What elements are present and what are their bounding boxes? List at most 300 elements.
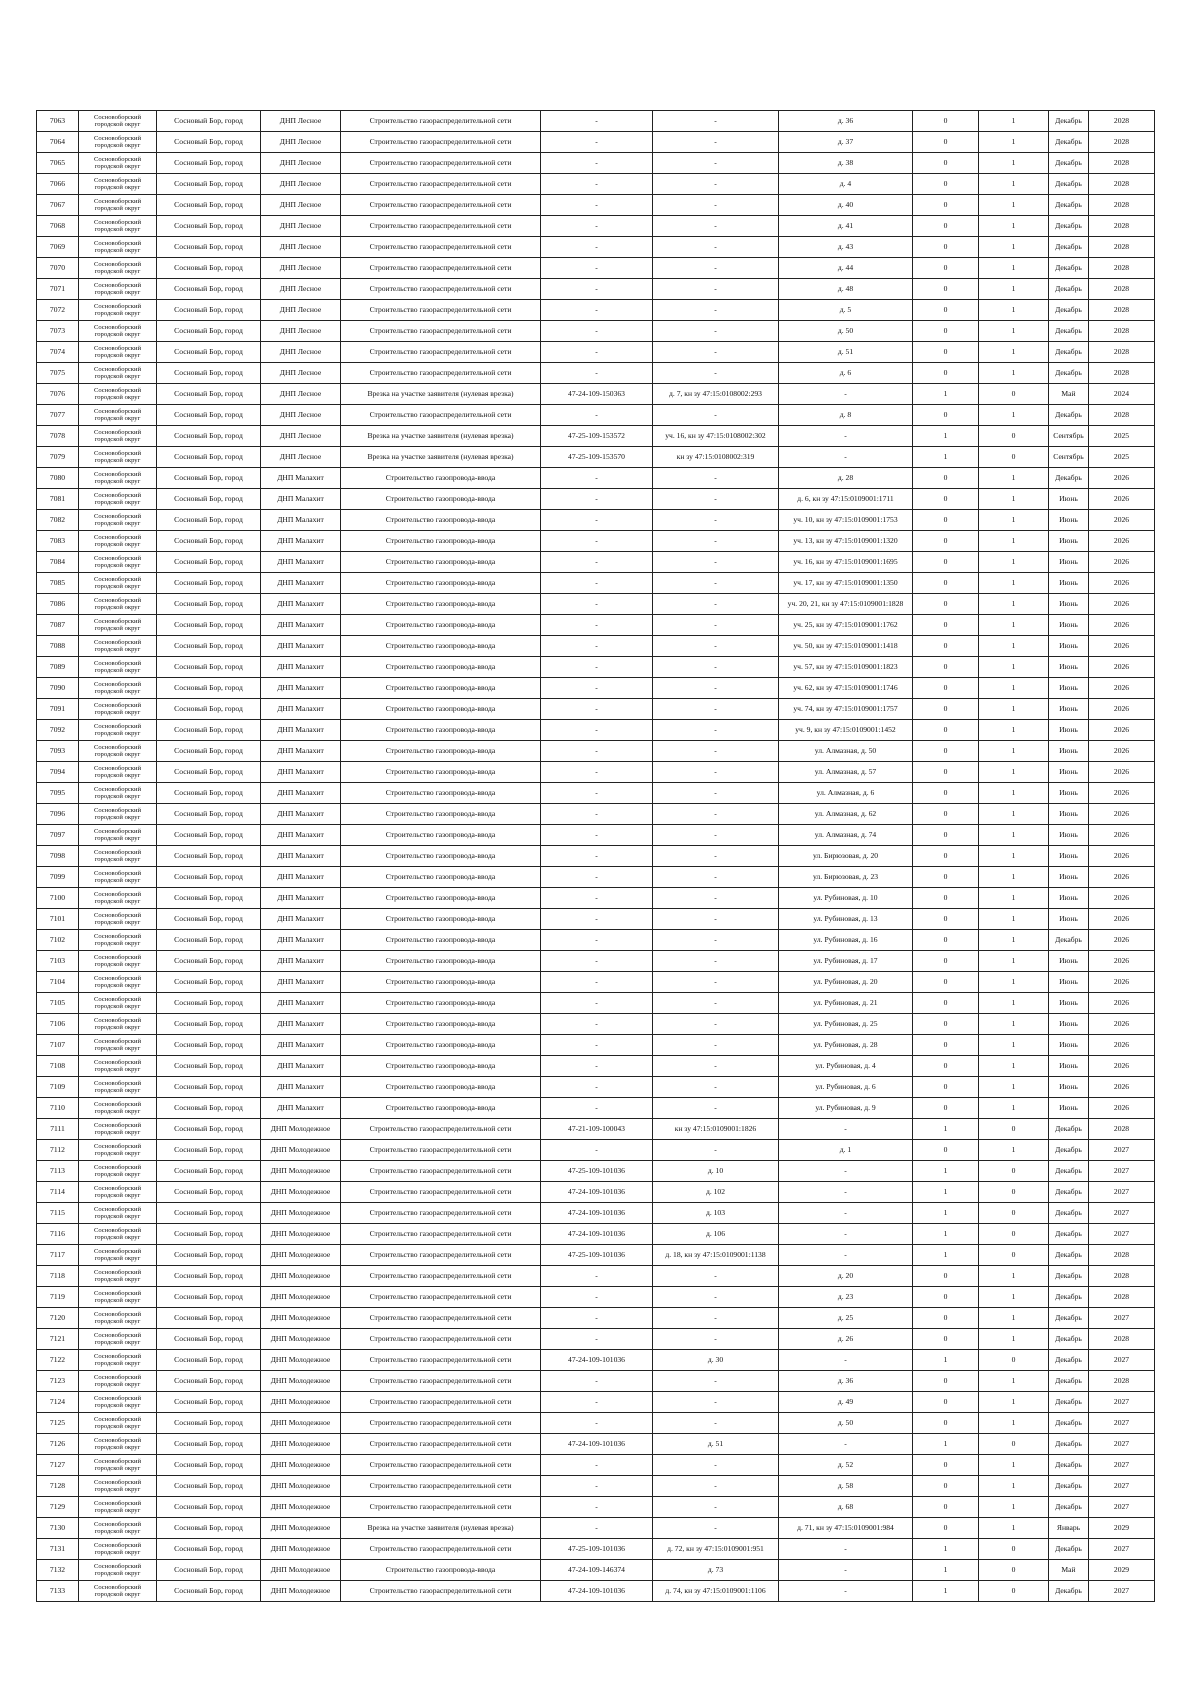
count-b-cell: 0: [979, 1350, 1049, 1371]
month-cell: Декабрь: [1049, 1140, 1089, 1161]
count-a-cell: 0: [913, 657, 979, 678]
year-cell: 2027: [1089, 1308, 1155, 1329]
count-a-cell: 0: [913, 615, 979, 636]
table-row: [37, 1476, 1155, 1497]
locality-cell: ДНП Молодежное: [261, 1539, 341, 1560]
month-cell: Июнь: [1049, 699, 1089, 720]
year-cell: 2026: [1089, 930, 1155, 951]
address-cell: д. 43: [779, 237, 913, 258]
locality-cell: ДНП Молодежное: [261, 1287, 341, 1308]
year-cell: 2028: [1089, 237, 1155, 258]
row-number-cell: 7133: [37, 1581, 79, 1602]
row-number-cell: 7069: [37, 237, 79, 258]
year-cell: 2026: [1089, 804, 1155, 825]
count-b-cell: 1: [979, 279, 1049, 300]
work-type-cell: Строительство газораспределительной сети: [341, 279, 541, 300]
count-a-cell: 0: [913, 132, 979, 153]
locality-cell: ДНП Лесное: [261, 363, 341, 384]
table-row: [37, 237, 1155, 258]
locality-cell: ДНП Малахит: [261, 762, 341, 783]
count-b-cell: 1: [979, 615, 1049, 636]
count-a-cell: 0: [913, 1476, 979, 1497]
municipality-cell: Сосновоборский городской округ: [79, 1014, 157, 1035]
table-row: [37, 426, 1155, 447]
table-row: [37, 1497, 1155, 1518]
row-number-cell: 7075: [37, 363, 79, 384]
cadastral-info-cell: -: [653, 1056, 779, 1077]
locality-cell: ДНП Малахит: [261, 531, 341, 552]
address-cell: -: [779, 426, 913, 447]
locality-cell: ДНП Лесное: [261, 132, 341, 153]
locality-cell: ДНП Лесное: [261, 384, 341, 405]
row-number-cell: 7090: [37, 678, 79, 699]
row-number-cell: 7102: [37, 930, 79, 951]
application-number-cell: -: [541, 1413, 653, 1434]
count-a-cell: 0: [913, 1056, 979, 1077]
locality-cell: ДНП Лесное: [261, 342, 341, 363]
month-cell: Декабрь: [1049, 279, 1089, 300]
municipality-cell: Сосновоборский городской округ: [79, 636, 157, 657]
work-type-cell: Строительство газопровода-ввода: [341, 1098, 541, 1119]
month-cell: Июнь: [1049, 888, 1089, 909]
count-b-cell: 0: [979, 1203, 1049, 1224]
settlement-cell: Сосновый Бор, город: [157, 132, 261, 153]
application-number-cell: -: [541, 909, 653, 930]
count-b-cell: 1: [979, 552, 1049, 573]
work-type-cell: Строительство газопровода-ввода: [341, 846, 541, 867]
month-cell: Декабрь: [1049, 468, 1089, 489]
settlement-cell: Сосновый Бор, город: [157, 468, 261, 489]
settlement-cell: Сосновый Бор, город: [157, 426, 261, 447]
application-number-cell: 47-24-109-150363: [541, 384, 653, 405]
locality-cell: ДНП Малахит: [261, 993, 341, 1014]
month-cell: Декабрь: [1049, 1182, 1089, 1203]
work-type-cell: Строительство газопровода-ввода: [341, 888, 541, 909]
work-type-cell: Строительство газораспределительной сети: [341, 405, 541, 426]
settlement-cell: Сосновый Бор, город: [157, 615, 261, 636]
cadastral-info-cell: д. 74, кн зу 47:15:0109001:1106: [653, 1581, 779, 1602]
table-row: [37, 951, 1155, 972]
cadastral-info-cell: -: [653, 657, 779, 678]
row-number-cell: 7084: [37, 552, 79, 573]
year-cell: 2028: [1089, 1245, 1155, 1266]
count-a-cell: 0: [913, 279, 979, 300]
address-cell: ул. Рубиновая, д. 6: [779, 1077, 913, 1098]
municipality-cell: Сосновоборский городской округ: [79, 804, 157, 825]
application-number-cell: -: [541, 174, 653, 195]
settlement-cell: Сосновый Бор, город: [157, 258, 261, 279]
application-number-cell: -: [541, 1476, 653, 1497]
count-a-cell: 1: [913, 447, 979, 468]
locality-cell: ДНП Молодежное: [261, 1413, 341, 1434]
month-cell: Декабрь: [1049, 174, 1089, 195]
year-cell: 2026: [1089, 972, 1155, 993]
work-type-cell: Строительство газораспределительной сети: [341, 342, 541, 363]
month-cell: Июнь: [1049, 993, 1089, 1014]
month-cell: Декабрь: [1049, 1581, 1089, 1602]
work-type-cell: Строительство газораспределительной сети: [341, 258, 541, 279]
application-number-cell: 47-25-109-153572: [541, 426, 653, 447]
address-cell: ул. Бирюзовая, д. 20: [779, 846, 913, 867]
municipality-cell: Сосновоборский городской округ: [79, 552, 157, 573]
settlement-cell: Сосновый Бор, город: [157, 783, 261, 804]
settlement-cell: Сосновый Бор, город: [157, 1434, 261, 1455]
row-number-cell: 7131: [37, 1539, 79, 1560]
count-a-cell: 0: [913, 300, 979, 321]
address-cell: д. 50: [779, 321, 913, 342]
table-row: [37, 678, 1155, 699]
work-type-cell: Строительство газораспределительной сети: [341, 1203, 541, 1224]
year-cell: 2028: [1089, 1266, 1155, 1287]
work-type-cell: Врезка на участке заявителя (нулевая врезка): [341, 1518, 541, 1539]
row-number-cell: 7086: [37, 594, 79, 615]
year-cell: 2028: [1089, 363, 1155, 384]
year-cell: 2026: [1089, 741, 1155, 762]
row-number-cell: 7127: [37, 1455, 79, 1476]
address-cell: -: [779, 1434, 913, 1455]
count-b-cell: 1: [979, 216, 1049, 237]
count-a-cell: 0: [913, 888, 979, 909]
table-row: [37, 1539, 1155, 1560]
count-b-cell: 0: [979, 1224, 1049, 1245]
municipality-cell: Сосновоборский городской округ: [79, 531, 157, 552]
year-cell: 2026: [1089, 489, 1155, 510]
application-number-cell: -: [541, 825, 653, 846]
work-type-cell: Строительство газораспределительной сети: [341, 111, 541, 132]
table-row: [37, 615, 1155, 636]
cadastral-info-cell: -: [653, 909, 779, 930]
locality-cell: ДНП Малахит: [261, 951, 341, 972]
count-a-cell: 0: [913, 321, 979, 342]
locality-cell: ДНП Малахит: [261, 468, 341, 489]
settlement-cell: Сосновый Бор, город: [157, 363, 261, 384]
month-cell: Декабрь: [1049, 258, 1089, 279]
table-row: [37, 1329, 1155, 1350]
count-b-cell: 1: [979, 762, 1049, 783]
settlement-cell: Сосновый Бор, город: [157, 1098, 261, 1119]
settlement-cell: Сосновый Бор, город: [157, 384, 261, 405]
month-cell: Декабрь: [1049, 153, 1089, 174]
count-a-cell: 0: [913, 531, 979, 552]
count-b-cell: 1: [979, 531, 1049, 552]
count-a-cell: 0: [913, 153, 979, 174]
municipality-cell: Сосновоборский городской округ: [79, 888, 157, 909]
count-b-cell: 0: [979, 1245, 1049, 1266]
cadastral-info-cell: д. 106: [653, 1224, 779, 1245]
month-cell: Декабрь: [1049, 1245, 1089, 1266]
address-cell: -: [779, 1350, 913, 1371]
locality-cell: ДНП Малахит: [261, 825, 341, 846]
municipality-cell: Сосновоборский городской округ: [79, 1203, 157, 1224]
table-row: [37, 1434, 1155, 1455]
municipality-cell: Сосновоборский городской округ: [79, 678, 157, 699]
application-number-cell: -: [541, 951, 653, 972]
month-cell: Июнь: [1049, 1035, 1089, 1056]
locality-cell: ДНП Малахит: [261, 1014, 341, 1035]
month-cell: Декабрь: [1049, 405, 1089, 426]
month-cell: Декабрь: [1049, 1476, 1089, 1497]
locality-cell: ДНП Лесное: [261, 447, 341, 468]
row-number-cell: 7129: [37, 1497, 79, 1518]
year-cell: 2026: [1089, 825, 1155, 846]
municipality-cell: Сосновоборский городской округ: [79, 1539, 157, 1560]
table-row: [37, 1518, 1155, 1539]
month-cell: Июнь: [1049, 762, 1089, 783]
count-a-cell: 0: [913, 405, 979, 426]
table-row: [37, 741, 1155, 762]
count-b-cell: 1: [979, 699, 1049, 720]
municipality-cell: Сосновоборский городской округ: [79, 1161, 157, 1182]
count-a-cell: 1: [913, 1224, 979, 1245]
address-cell: -: [779, 1560, 913, 1581]
count-b-cell: 1: [979, 111, 1049, 132]
row-number-cell: 7108: [37, 1056, 79, 1077]
cadastral-info-cell: -: [653, 174, 779, 195]
cadastral-info-cell: д. 10: [653, 1161, 779, 1182]
count-a-cell: 0: [913, 1035, 979, 1056]
cadastral-info-cell: д. 51: [653, 1434, 779, 1455]
municipality-cell: Сосновоборский городской округ: [79, 846, 157, 867]
application-number-cell: -: [541, 573, 653, 594]
month-cell: Декабрь: [1049, 1329, 1089, 1350]
settlement-cell: Сосновый Бор, город: [157, 1560, 261, 1581]
work-type-cell: Строительство газопровода-ввода: [341, 1014, 541, 1035]
count-b-cell: 1: [979, 1266, 1049, 1287]
application-number-cell: -: [541, 1077, 653, 1098]
application-number-cell: 47-25-109-153570: [541, 447, 653, 468]
year-cell: 2029: [1089, 1518, 1155, 1539]
count-a-cell: 0: [913, 678, 979, 699]
locality-cell: ДНП Молодежное: [261, 1119, 341, 1140]
count-a-cell: 0: [913, 804, 979, 825]
table-row: [37, 1350, 1155, 1371]
row-number-cell: 7087: [37, 615, 79, 636]
table-row: [37, 720, 1155, 741]
month-cell: Декабрь: [1049, 1371, 1089, 1392]
application-number-cell: 47-24-109-101036: [541, 1182, 653, 1203]
count-a-cell: 0: [913, 972, 979, 993]
cadastral-info-cell: -: [653, 1455, 779, 1476]
application-number-cell: -: [541, 552, 653, 573]
locality-cell: ДНП Малахит: [261, 930, 341, 951]
count-b-cell: 0: [979, 1539, 1049, 1560]
municipality-cell: Сосновоборский городской округ: [79, 951, 157, 972]
settlement-cell: Сосновый Бор, город: [157, 153, 261, 174]
count-a-cell: 0: [913, 174, 979, 195]
municipality-cell: Сосновоборский городской округ: [79, 573, 157, 594]
address-cell: д. 36: [779, 111, 913, 132]
table-row: [37, 195, 1155, 216]
settlement-cell: Сосновый Бор, город: [157, 951, 261, 972]
month-cell: Июнь: [1049, 636, 1089, 657]
year-cell: 2027: [1089, 1182, 1155, 1203]
settlement-cell: Сосновый Бор, город: [157, 636, 261, 657]
row-number-cell: 7122: [37, 1350, 79, 1371]
count-b-cell: 0: [979, 1560, 1049, 1581]
cadastral-info-cell: -: [653, 888, 779, 909]
address-cell: д. 38: [779, 153, 913, 174]
work-type-cell: Строительство газопровода-ввода: [341, 552, 541, 573]
count-a-cell: 0: [913, 111, 979, 132]
locality-cell: ДНП Молодежное: [261, 1455, 341, 1476]
row-number-cell: 7078: [37, 426, 79, 447]
year-cell: 2027: [1089, 1161, 1155, 1182]
settlement-cell: Сосновый Бор, город: [157, 1539, 261, 1560]
settlement-cell: Сосновый Бор, город: [157, 825, 261, 846]
table-row: [37, 447, 1155, 468]
work-type-cell: Строительство газораспределительной сети: [341, 363, 541, 384]
month-cell: Декабрь: [1049, 1350, 1089, 1371]
count-b-cell: 1: [979, 300, 1049, 321]
row-number-cell: 7077: [37, 405, 79, 426]
count-b-cell: 0: [979, 1434, 1049, 1455]
municipality-cell: Сосновоборский городской округ: [79, 699, 157, 720]
locality-cell: ДНП Молодежное: [261, 1518, 341, 1539]
work-type-cell: Строительство газораспределительной сети: [341, 1266, 541, 1287]
locality-cell: ДНП Малахит: [261, 867, 341, 888]
count-a-cell: 0: [913, 468, 979, 489]
application-number-cell: -: [541, 636, 653, 657]
settlement-cell: Сосновый Бор, город: [157, 447, 261, 468]
year-cell: 2026: [1089, 678, 1155, 699]
cadastral-info-cell: -: [653, 510, 779, 531]
row-number-cell: 7114: [37, 1182, 79, 1203]
row-number-cell: 7130: [37, 1518, 79, 1539]
count-a-cell: 0: [913, 489, 979, 510]
count-b-cell: 0: [979, 1161, 1049, 1182]
municipality-cell: Сосновоборский городской округ: [79, 1476, 157, 1497]
settlement-cell: Сосновый Бор, город: [157, 489, 261, 510]
locality-cell: ДНП Лесное: [261, 321, 341, 342]
work-type-cell: Строительство газораспределительной сети: [341, 1392, 541, 1413]
table-row: [37, 363, 1155, 384]
application-number-cell: 47-25-109-101036: [541, 1245, 653, 1266]
municipality-cell: Сосновоборский городской округ: [79, 1350, 157, 1371]
count-b-cell: 0: [979, 384, 1049, 405]
settlement-cell: Сосновый Бор, город: [157, 930, 261, 951]
table-row: [37, 594, 1155, 615]
address-cell: д. 44: [779, 258, 913, 279]
application-number-cell: -: [541, 1392, 653, 1413]
municipality-cell: Сосновоборский городской округ: [79, 993, 157, 1014]
municipality-cell: Сосновоборский городской округ: [79, 279, 157, 300]
count-a-cell: 1: [913, 1182, 979, 1203]
count-a-cell: 0: [913, 594, 979, 615]
count-b-cell: 1: [979, 510, 1049, 531]
application-number-cell: -: [541, 132, 653, 153]
table-row: [37, 258, 1155, 279]
count-a-cell: 0: [913, 1266, 979, 1287]
row-number-cell: 7064: [37, 132, 79, 153]
address-cell: -: [779, 1161, 913, 1182]
cadastral-info-cell: -: [653, 216, 779, 237]
table-row: [37, 1266, 1155, 1287]
address-cell: д. 8: [779, 405, 913, 426]
count-a-cell: 0: [913, 1140, 979, 1161]
row-number-cell: 7097: [37, 825, 79, 846]
work-type-cell: Строительство газопровода-ввода: [341, 531, 541, 552]
cadastral-info-cell: -: [653, 1287, 779, 1308]
address-cell: д. 48: [779, 279, 913, 300]
application-number-cell: -: [541, 930, 653, 951]
year-cell: 2026: [1089, 1098, 1155, 1119]
locality-cell: ДНП Молодежное: [261, 1497, 341, 1518]
row-number-cell: 7128: [37, 1476, 79, 1497]
month-cell: Декабрь: [1049, 300, 1089, 321]
cadastral-info-cell: -: [653, 468, 779, 489]
month-cell: Декабрь: [1049, 342, 1089, 363]
count-b-cell: 1: [979, 1371, 1049, 1392]
work-type-cell: Строительство газопровода-ввода: [341, 699, 541, 720]
work-type-cell: Строительство газораспределительной сети: [341, 1497, 541, 1518]
work-type-cell: Врезка на участке заявителя (нулевая врезка): [341, 447, 541, 468]
count-b-cell: 1: [979, 153, 1049, 174]
table-row: [37, 384, 1155, 405]
count-b-cell: 1: [979, 909, 1049, 930]
address-cell: уч. 74, кн зу 47:15:0109001:1757: [779, 699, 913, 720]
row-number-cell: 7103: [37, 951, 79, 972]
settlement-cell: Сосновый Бор, город: [157, 1455, 261, 1476]
month-cell: Май: [1049, 384, 1089, 405]
year-cell: 2026: [1089, 510, 1155, 531]
work-type-cell: Строительство газопровода-ввода: [341, 804, 541, 825]
settlement-cell: Сосновый Бор, город: [157, 762, 261, 783]
application-number-cell: -: [541, 1455, 653, 1476]
cadastral-info-cell: -: [653, 195, 779, 216]
count-b-cell: 1: [979, 1140, 1049, 1161]
count-a-cell: 0: [913, 573, 979, 594]
settlement-cell: Сосновый Бор, город: [157, 510, 261, 531]
month-cell: Декабрь: [1049, 1308, 1089, 1329]
count-a-cell: 0: [913, 1077, 979, 1098]
work-type-cell: Строительство газопровода-ввода: [341, 573, 541, 594]
address-cell: ул. Рубиновая, д. 16: [779, 930, 913, 951]
cadastral-info-cell: -: [653, 636, 779, 657]
row-number-cell: 7121: [37, 1329, 79, 1350]
municipality-cell: Сосновоборский городской округ: [79, 1581, 157, 1602]
count-b-cell: 1: [979, 594, 1049, 615]
settlement-cell: Сосновый Бор, город: [157, 699, 261, 720]
settlement-cell: Сосновый Бор, город: [157, 279, 261, 300]
table-row: [37, 1182, 1155, 1203]
year-cell: 2027: [1089, 1224, 1155, 1245]
table-row: [37, 1014, 1155, 1035]
address-cell: ул. Алмазная, д. 62: [779, 804, 913, 825]
work-type-cell: Строительство газопровода-ввода: [341, 993, 541, 1014]
cadastral-info-cell: -: [653, 573, 779, 594]
table-row: [37, 552, 1155, 573]
locality-cell: ДНП Молодежное: [261, 1329, 341, 1350]
table-row: [37, 342, 1155, 363]
address-cell: -: [779, 1224, 913, 1245]
cadastral-info-cell: -: [653, 300, 779, 321]
municipality-cell: Сосновоборский городской округ: [79, 762, 157, 783]
locality-cell: ДНП Молодежное: [261, 1266, 341, 1287]
work-type-cell: Строительство газопровода-ввода: [341, 657, 541, 678]
application-number-cell: -: [541, 237, 653, 258]
work-type-cell: Врезка на участке заявителя (нулевая врезка): [341, 426, 541, 447]
count-b-cell: 1: [979, 1077, 1049, 1098]
cadastral-info-cell: -: [653, 867, 779, 888]
table-row: [37, 972, 1155, 993]
month-cell: Июнь: [1049, 1098, 1089, 1119]
application-number-cell: -: [541, 468, 653, 489]
municipality-cell: Сосновоборский городской округ: [79, 468, 157, 489]
settlement-cell: Сосновый Бор, город: [157, 1392, 261, 1413]
count-a-cell: 1: [913, 1434, 979, 1455]
table-row: [37, 1413, 1155, 1434]
locality-cell: ДНП Лесное: [261, 216, 341, 237]
